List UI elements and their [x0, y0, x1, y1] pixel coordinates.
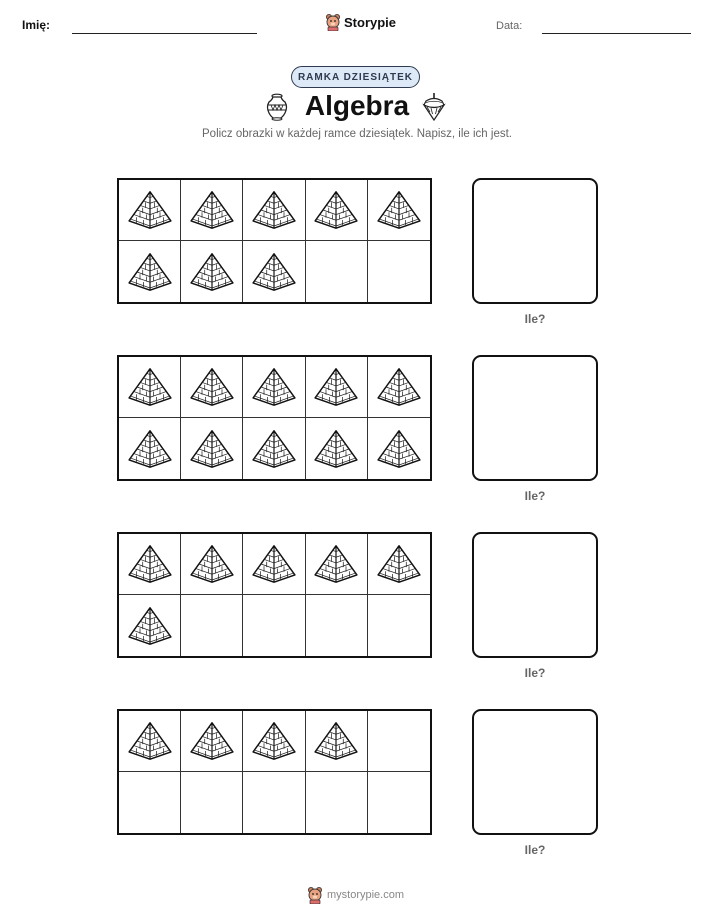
ten-frame-cell	[368, 357, 430, 418]
ten-frame-cell	[243, 772, 305, 833]
ten-frame-cell	[181, 711, 243, 772]
answer-label-4: Ile?	[524, 843, 546, 857]
ten-frame-cell	[306, 534, 368, 595]
ten-frame-cell	[181, 534, 243, 595]
pyramid-icon	[127, 721, 173, 761]
ten-frame-cell	[368, 772, 430, 833]
pyramid-icon	[189, 252, 235, 292]
spinning-top-icon	[422, 92, 446, 122]
ten-frame-cell	[368, 180, 430, 241]
ten-frame-cell	[243, 357, 305, 418]
ten-frame-cell	[181, 180, 243, 241]
ten-frame-cell	[368, 595, 430, 656]
bear-logo-icon	[307, 886, 323, 904]
pyramid-icon	[251, 252, 297, 292]
pyramid-icon	[376, 367, 422, 407]
pyramid-icon	[127, 367, 173, 407]
pyramid-icon	[376, 544, 422, 584]
date-line	[542, 33, 691, 34]
ten-frame-cell	[368, 241, 430, 302]
ten-frame-cell	[119, 241, 181, 302]
answer-box-2[interactable]	[472, 355, 598, 481]
brand-name: Storypie	[344, 14, 397, 30]
footer	[307, 884, 404, 906]
ten-frame-cell	[306, 595, 368, 656]
pyramid-icon	[127, 606, 173, 646]
pyramid-icon	[251, 190, 297, 230]
ten-frame-cell	[181, 357, 243, 418]
name-label: Imię:	[22, 18, 51, 32]
footer-url: mystorypie.com	[327, 889, 405, 901]
ten-frame-cell	[119, 711, 181, 772]
ten-frame-cell	[119, 772, 181, 833]
ten-frame-cell	[306, 180, 368, 241]
ten-frame-cell	[306, 418, 368, 479]
answer-box-3[interactable]	[472, 532, 598, 658]
ten-frame-cell	[368, 711, 430, 772]
instructions: Policz obrazki w każdej ramce dziesiątek. Napisz, ile ich jest.	[202, 128, 512, 140]
ten-frame-cell	[119, 180, 181, 241]
pyramid-icon	[127, 190, 173, 230]
brand-header	[325, 12, 396, 32]
ten-frame-cell	[306, 241, 368, 302]
pyramid-icon	[189, 544, 235, 584]
ten-frame-cell	[181, 241, 243, 302]
ten-frame-cell	[181, 772, 243, 833]
answer-label-3: Ile?	[524, 666, 546, 680]
pyramid-icon	[313, 367, 359, 407]
ten-frame-cell	[119, 357, 181, 418]
ten-frame-cell	[368, 534, 430, 595]
ten-frame-cell	[243, 534, 305, 595]
answer-box-4[interactable]	[472, 709, 598, 835]
ten-frame-cell	[306, 711, 368, 772]
pyramid-icon	[313, 721, 359, 761]
ten-frame-4	[117, 709, 432, 835]
ten-frame-cell	[181, 595, 243, 656]
name-line	[72, 33, 257, 34]
pyramid-icon	[376, 429, 422, 469]
answer-label-1: Ile?	[524, 312, 546, 326]
pyramid-icon	[127, 252, 173, 292]
pyramid-icon	[189, 190, 235, 230]
pyramid-icon	[189, 721, 235, 761]
page-title: Algebra	[304, 90, 410, 121]
ten-frame-cell	[243, 418, 305, 479]
ten-frame-cell	[181, 418, 243, 479]
pyramid-icon	[251, 367, 297, 407]
bear-logo-icon	[325, 13, 341, 31]
ten-frame-3	[117, 532, 432, 658]
pyramid-icon	[251, 429, 297, 469]
ten-frame-cell	[243, 595, 305, 656]
ten-frame-cell	[119, 418, 181, 479]
ten-frame-cell	[368, 418, 430, 479]
ten-frame-cell	[306, 357, 368, 418]
pyramid-icon	[251, 544, 297, 584]
pyramid-icon	[313, 190, 359, 230]
ten-frame-cell	[306, 772, 368, 833]
pyramid-icon	[127, 544, 173, 584]
worksheet-type-badge: RAMKA DZIESIĄTEK	[291, 66, 420, 88]
ten-frame-1	[117, 178, 432, 304]
ten-frame-2	[117, 355, 432, 481]
pyramid-icon	[251, 721, 297, 761]
answer-label-2: Ile?	[524, 489, 546, 503]
pyramid-icon	[313, 544, 359, 584]
pyramid-icon	[313, 429, 359, 469]
ten-frame-cell	[119, 534, 181, 595]
date-label: Data:	[496, 20, 523, 32]
ten-frame-cell	[243, 711, 305, 772]
pyramid-icon	[127, 429, 173, 469]
ten-frame-cell	[243, 241, 305, 302]
ten-frame-cell	[119, 595, 181, 656]
answer-box-1[interactable]	[472, 178, 598, 304]
pyramid-icon	[376, 190, 422, 230]
pyramid-icon	[189, 429, 235, 469]
pyramid-icon	[189, 367, 235, 407]
ten-frame-cell	[243, 180, 305, 241]
